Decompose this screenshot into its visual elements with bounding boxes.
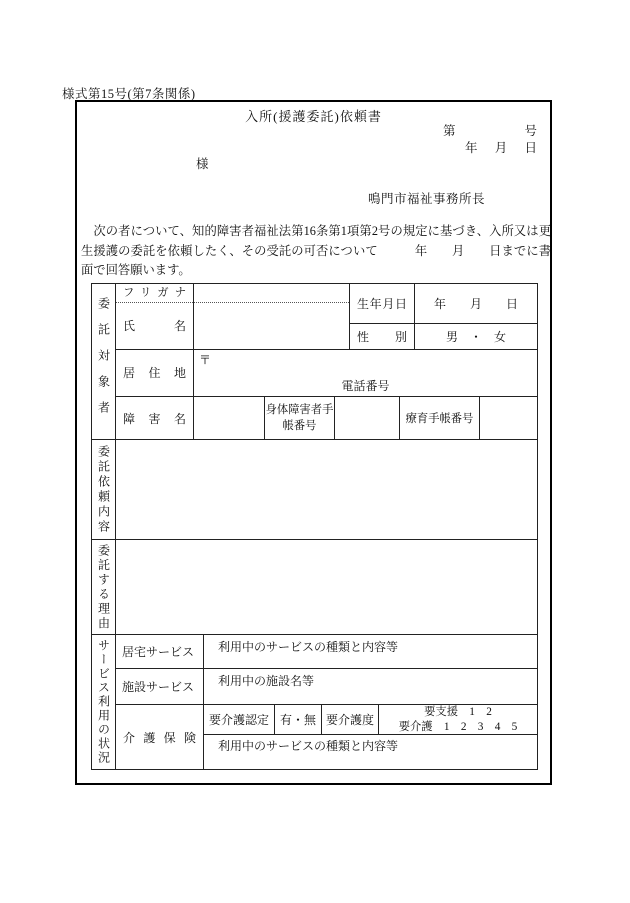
year-label: 年 — [465, 141, 478, 155]
section-request-content-label-cell — [92, 440, 116, 539]
postal-mark: 〒 — [199, 352, 212, 367]
section-service-usage-label: サービス利用の状況 — [96, 639, 111, 765]
facility-service-label: 施設サービス — [116, 669, 204, 704]
doc-number-suffix: 号 — [524, 124, 537, 138]
phone-label: 電話番号 — [341, 379, 390, 394]
rehab-certificate-value-cell — [480, 397, 537, 439]
address-value-cell — [194, 350, 537, 397]
section-request-reason-label-cell — [92, 540, 116, 634]
doc-number-row — [443, 121, 537, 139]
name-label-cell — [116, 284, 194, 349]
day-label: 日 — [524, 141, 537, 155]
section-service-usage-label-cell — [92, 635, 116, 769]
section-request-reason — [92, 540, 537, 635]
sender-title: 鳴門市福祉事務所長 — [368, 192, 486, 206]
request-paragraph: 次の者について、知的障害者福祉法第16条第1項第2号の規定に基づき、入所又は更生援護の委託を依頼したく、その受託の可否について 年 月 日までに書面で回答願います。 — [81, 224, 551, 277]
disability-value-cell — [194, 397, 265, 439]
section-request-reason-label: 委託する理由 — [96, 543, 111, 631]
facility-service-note: 利用中の施設名等 — [218, 674, 315, 688]
care-insurance-label: 介護保険 — [116, 705, 204, 769]
name-value-cell — [194, 284, 350, 349]
form-title: 入所(援護委託)依頼書 — [245, 109, 382, 124]
home-service-note: 利用中のサービスの種類と内容等 — [218, 640, 399, 654]
section-service-usage — [92, 635, 537, 769]
certification-options: 有・無 — [275, 705, 322, 734]
month-label: 月 — [494, 141, 508, 155]
certification-label: 要介護認定 — [204, 705, 275, 734]
disability-label: 障害名 — [116, 397, 194, 439]
section-subject-label: 委託対象者 — [96, 296, 111, 427]
form-border-box — [75, 100, 552, 785]
care-level-line2: 要介護 1 2 3 4 5 — [398, 720, 518, 733]
request-content-input-area — [116, 440, 537, 539]
rehab-certificate-label: 療育手帳番号 — [400, 397, 480, 439]
physical-certificate-value-cell — [335, 397, 400, 439]
gender-label: 性別 — [350, 324, 415, 349]
section-subject — [92, 284, 537, 440]
care-level-line1: 要支援 1 2 — [424, 705, 492, 718]
form-number-label: 様式第15号(第7条関係) — [62, 87, 196, 101]
furigana-value-cell — [194, 284, 349, 303]
birthdate-label: 生年月日 — [350, 284, 415, 323]
section-subject-label-cell — [92, 284, 116, 439]
furigana-label: フリガナ — [116, 284, 193, 303]
section-request-content-label: 委託依頼内容 — [96, 444, 111, 535]
birthdate-value: 年 月 日 — [433, 297, 518, 311]
physical-certificate-label: 身体障害者手帳番号 — [265, 397, 335, 439]
insurance-service-note: 利用中のサービスの種類と内容等 — [218, 739, 399, 753]
home-service-label: 居宅サービス — [116, 635, 204, 668]
name-input-area — [194, 303, 349, 349]
request-reason-input-area — [116, 540, 537, 634]
header-date-row — [465, 138, 537, 156]
name-label: 氏名 — [123, 319, 186, 334]
addressee-suffix: 様 — [196, 157, 209, 171]
doc-number-prefix: 第 — [443, 124, 456, 138]
gender-value: 男 ・ 女 — [445, 329, 506, 344]
section-request-content — [92, 440, 537, 540]
care-level-label: 要介護度 — [322, 705, 379, 734]
address-label: 居住地 — [116, 350, 194, 397]
entrustment-table — [91, 283, 538, 770]
care-level-options — [379, 705, 537, 734]
